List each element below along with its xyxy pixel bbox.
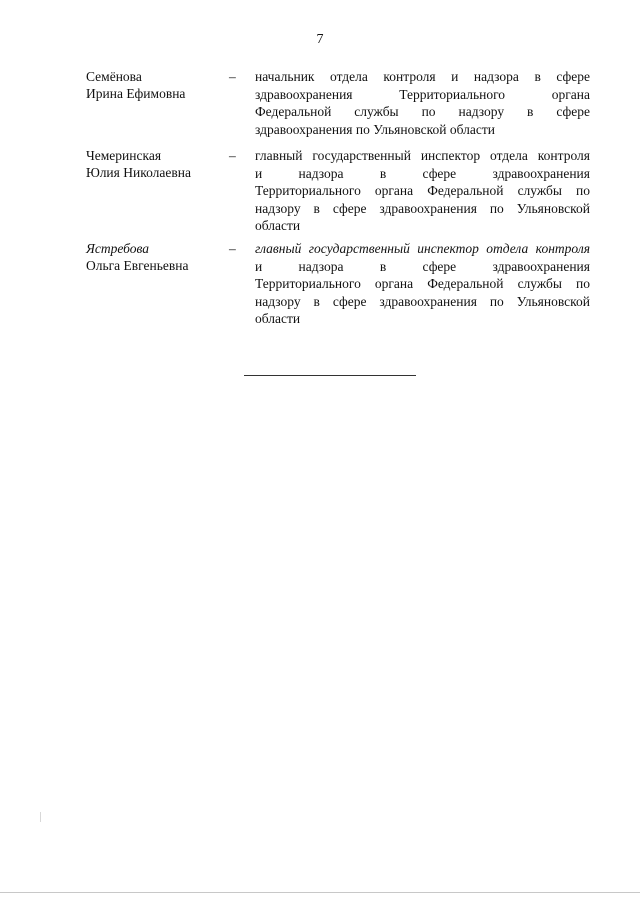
scan-bottom-border (0, 892, 640, 893)
scan-artifact-mark (40, 812, 41, 822)
position-line: Территориального органа Федеральной службы по (255, 276, 590, 291)
name-position-dash: – (229, 69, 236, 84)
end-of-list-rule (244, 375, 416, 376)
position-line: и надзора в сфере здравоохранения (255, 258, 590, 274)
position-line: главный государственный инспектор отдела контроля (255, 148, 590, 163)
member-entry-semenova (86, 68, 590, 156)
position-line: области (255, 311, 301, 326)
member-given-names: Ольга Евгеньевна (86, 258, 189, 273)
name-position-dash: – (229, 148, 236, 163)
member-name (86, 240, 224, 274)
position-line: области (255, 218, 301, 233)
member-name (86, 147, 224, 181)
position-line: Территориального органа Федеральной службы по (255, 183, 590, 198)
name-position-dash: – (229, 241, 236, 256)
position-line: главный государственный инспектор отдела контроля (255, 241, 590, 256)
member-entry-chemerinskaya (86, 147, 590, 235)
member-surname: Ястребова (86, 241, 150, 256)
position-line: здравоохранения Территориального органа (255, 86, 590, 102)
member-surname: Семёнова (86, 69, 142, 84)
position-line: и надзора в сфере здравоохранения (255, 165, 590, 181)
position-line: начальник отдела контроля и надзора в сфере (255, 69, 590, 84)
page-number: 7 (316, 32, 324, 47)
member-name (86, 68, 224, 102)
position-line: надзору в сфере здравоохранения по Ульяновской (255, 200, 590, 216)
position-line: здравоохранения по Ульяновской области (255, 121, 495, 137)
member-given-names: Юлия Николаевна (86, 165, 191, 180)
member-position (255, 240, 590, 328)
position-line: Федеральной службы по надзору в сфере (255, 104, 590, 119)
member-entry-yastrebova (86, 240, 590, 328)
member-given-names: Ирина Ефимовна (86, 86, 186, 101)
position-line: надзору в сфере здравоохранения по Ульяновской (255, 293, 590, 309)
member-position (255, 68, 590, 138)
member-position (255, 147, 590, 235)
member-surname: Чемеринская (86, 148, 162, 163)
